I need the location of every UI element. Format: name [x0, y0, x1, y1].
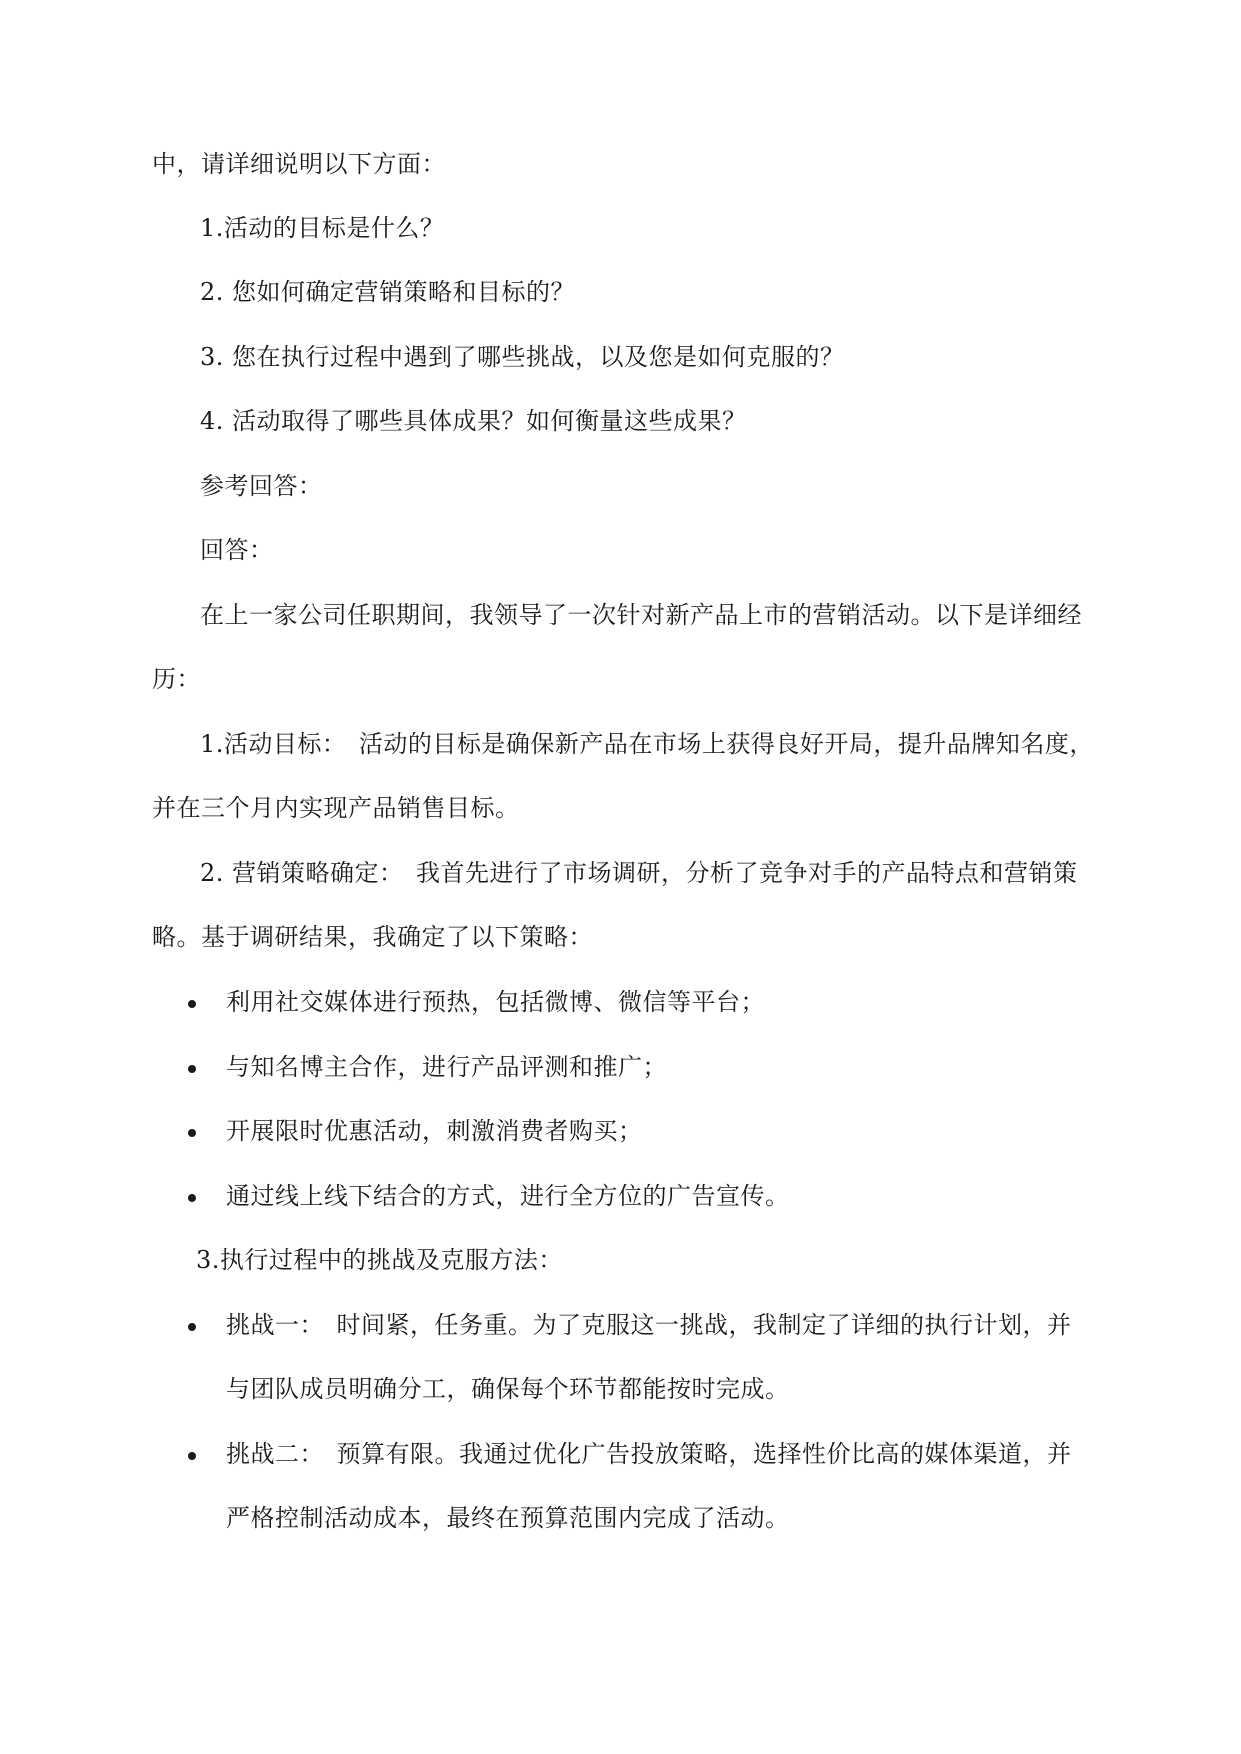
- strategy-item-1: 利用社交媒体进行预热，包括微博、微信等平台；: [226, 988, 765, 1016]
- bullet-icon: [188, 1000, 196, 1008]
- reference-answer-label: 参考回答：: [200, 472, 323, 500]
- challenge-2-line-1: 挑战二： 预算有限。我通过优化广告投放策略，选择性价比高的媒体渠道，并: [226, 1440, 1072, 1468]
- question-4: 4. 活动取得了哪些具体成果？如何衡量这些成果？: [200, 407, 747, 435]
- bullet-icon: [188, 1065, 196, 1073]
- bullet-icon: [188, 1194, 196, 1202]
- section-2-line-1: 2. 营销策略确定： 我首先进行了市场调研，分析了竞争对手的产品特点和营销策: [200, 859, 1078, 887]
- section-1-line-2: 并在三个月内实现产品销售目标。: [152, 794, 520, 822]
- answer-intro-line-1: 在上一家公司任职期间，我领导了一次针对新产品上市的营销活动。以下是详细经: [200, 601, 1082, 629]
- section-1-line-1: 1.活动目标： 活动的目标是确保新产品在市场上获得良好开局，提升品牌知名度，: [200, 730, 1094, 758]
- challenge-1-line-1: 挑战一： 时间紧，任务重。为了克服这一挑战，我制定了详细的执行计划，并: [226, 1311, 1072, 1339]
- challenge-1-line-2: 与团队成员明确分工，确保每个环节都能按时完成。: [226, 1375, 790, 1403]
- strategy-item-4: 通过线上线下结合的方式，进行全方位的广告宣传。: [226, 1182, 790, 1210]
- strategy-item-2: 与知名博主合作，进行产品评测和推广；: [226, 1053, 667, 1081]
- question-2: 2. 您如何确定营销策略和目标的？: [200, 278, 576, 306]
- question-1: 1.活动的目标是什么？: [200, 214, 445, 242]
- bullet-icon: [188, 1323, 196, 1331]
- section-3-heading: 3.执行过程中的挑战及克服方法：: [196, 1246, 563, 1274]
- answer-label: 回答：: [200, 536, 274, 564]
- challenge-2-line-2: 严格控制活动成本，最终在预算范围内完成了活动。: [226, 1504, 790, 1532]
- question-3: 3. 您在执行过程中遇到了哪些挑战，以及您是如何克服的？: [200, 343, 845, 371]
- bullet-icon: [188, 1452, 196, 1460]
- strategy-item-3: 开展限时优惠活动，刺激消费者购买；: [226, 1117, 643, 1145]
- bullet-icon: [188, 1129, 196, 1137]
- section-2-line-2: 略。基于调研结果，我确定了以下策略：: [152, 923, 593, 951]
- answer-intro-line-2: 历：: [152, 665, 201, 693]
- intro-line: 中，请详细说明以下方面：: [152, 150, 446, 178]
